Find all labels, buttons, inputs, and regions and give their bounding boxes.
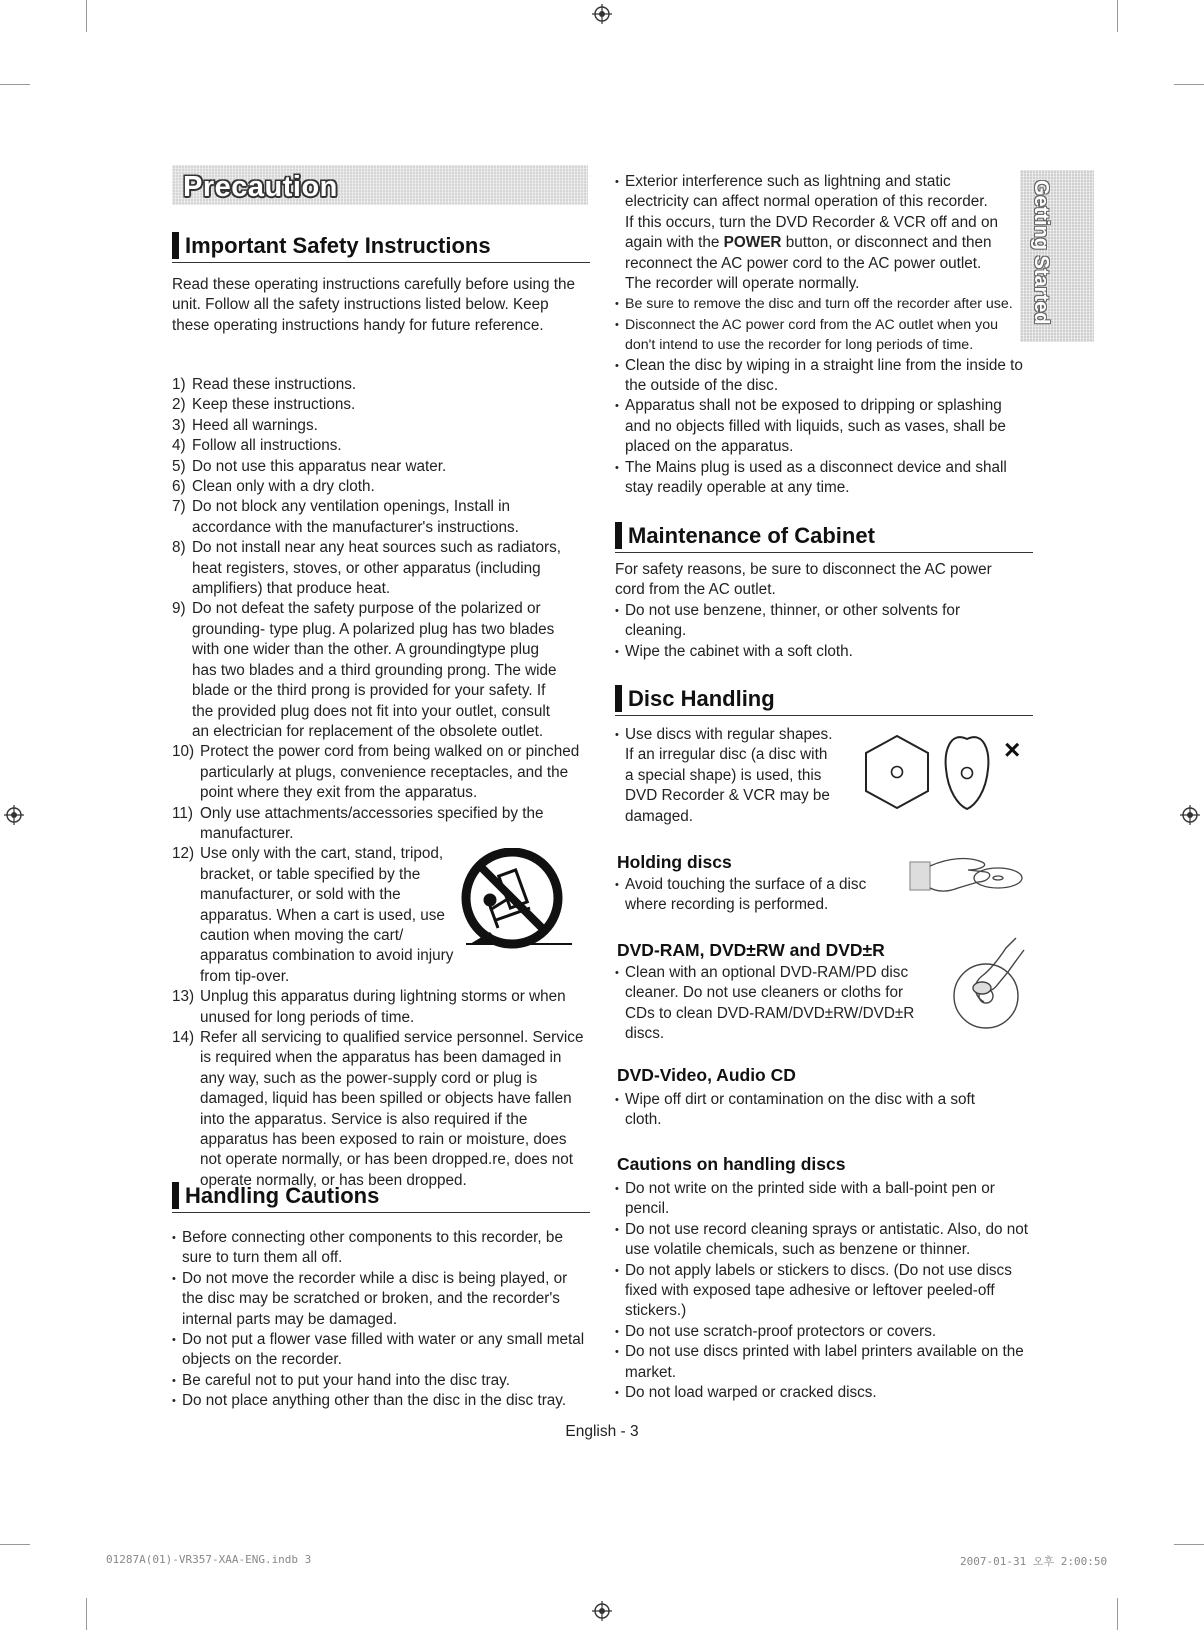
subheading-dvd-video: DVD-Video, Audio CD: [617, 1065, 796, 1085]
crop-mark: [1117, 0, 1118, 32]
crop-mark: [1174, 1544, 1204, 1545]
list-item: • Do not use benzene, thinner, or other solvents for cleaning.: [615, 601, 1015, 642]
section-heading-disc-handling: [615, 685, 1033, 716]
general-precautions-list: [615, 172, 1025, 499]
list-item: • Do not use scratch-proof protectors or covers.: [615, 1322, 1035, 1342]
list-item: 3) Heed all warnings.: [172, 416, 318, 434]
registration-mark-icon: [592, 1601, 612, 1621]
irregular-disc-heart-icon: [942, 733, 992, 813]
print-slug-file: 01287A(01)-VR357-XAA-ENG.indb 3: [106, 1553, 312, 1566]
list-item: 5) Do not use this apparatus near water.: [172, 457, 447, 475]
list-item: 8) Do not install near any heat sources such as radiators, heat registers, stoves, or other apparatus (including amplifiers) that produce heat.: [172, 539, 562, 598]
heading-marker: [615, 685, 622, 712]
irregular-disc-hexagon-icon: [862, 733, 932, 811]
list-item: • Wipe off dirt or contamination on the disc with a soft cloth.: [615, 1090, 1015, 1131]
holding-discs-content: [615, 875, 885, 916]
list-item: • Do not apply labels or stickers to discs. (Do not use discs fixed with exposed tape adhesive or leftover peeled-off stickers.): [615, 1261, 1035, 1322]
disc-handling-content: [615, 725, 835, 827]
list-item: • Do not load warped or cracked discs.: [615, 1383, 1035, 1403]
page-title: Precaution: [183, 171, 338, 203]
list-item: • Do not write on the printed side with a ball-point pen or pencil.: [615, 1179, 1035, 1220]
list-item: 6) Clean only with a dry cloth.: [172, 478, 375, 496]
list-item: • Do not put a flower vase filled with water or any small metal objects on the recorder.: [172, 1330, 592, 1371]
registration-mark-icon: [592, 4, 612, 24]
list-item: • Do not move the recorder while a disc is being played, or the disc may be scratched or broken, and the recorder's internal parts may be damaged.: [172, 1269, 592, 1330]
section-heading-maintenance: [615, 522, 1033, 553]
list-item: 12) Use only with the cart, stand, tripod, bracket, or table specified by the manufacturer, or sold with the apparatus. When a cart is used, use caution when moving the cart/ apparatus combination to avoid injury from tip-over.: [172, 845, 454, 985]
heading-marker: [172, 1182, 179, 1209]
list-item: 11) Only use attachments/accessories specified by the manufacturer.: [172, 804, 544, 842]
not-allowed-x-mark: ×: [1004, 734, 1021, 765]
heading-text: Maintenance of Cabinet: [628, 523, 875, 548]
cart-tip-over-warning-icon: [460, 848, 574, 958]
dvd-ram-content: [615, 963, 930, 1045]
list-item: 1) Read these instructions.: [172, 376, 357, 393]
safety-intro: Read these operating instructions carefully before using the unit. Follow all the safety instructions listed below. Keep these operating instructions handy for future reference.: [172, 276, 576, 334]
crop-mark: [1117, 1598, 1118, 1630]
safety-instructions-list: [172, 375, 592, 1191]
crop-mark: [0, 1544, 30, 1545]
maintenance-intro: For safety reasons, be sure to disconnect the AC power cord from the AC outlet.: [615, 561, 992, 599]
handling-cautions-list: [172, 1228, 592, 1412]
heading-text: Disc Handling: [628, 686, 775, 711]
heading-marker: [615, 522, 622, 549]
cautions-handling-discs-list: [615, 1179, 1035, 1403]
print-slug-date: 2007-01-31 오후 2:00:50: [960, 1555, 1108, 1568]
page-number: English - 3: [565, 1423, 639, 1440]
list-item: • Do not use record cleaning sprays or antistatic. Also, do not use volatile chemicals, such as benzene or thinner.: [615, 1220, 1035, 1261]
section-heading-important-safety: [172, 232, 590, 263]
list-item: • Be careful not to put your hand into the disc tray.: [172, 1371, 592, 1391]
maintenance-content: [615, 560, 1015, 662]
list-item: • Apparatus shall not be exposed to dripping or splashing and no objects filled with liquids, such as vases, shall be placed on the apparatus.: [615, 396, 1025, 457]
list-item: 2) Keep these instructions.: [172, 396, 356, 414]
list-item: • Be sure to remove the disc and turn off the recorder after use.: [615, 294, 1025, 314]
list-item: 9) Do not defeat the safety purpose of the polarized or grounding- type plug. A polarized plug has two blades with one wider than the other. A groundingtype plug has two blades and a third grounding prong. The wide blade or the third prong is provided for your safety. If the provided plug does not fit into your outlet, consult an electrician for replacement of the obsolete outlet.: [172, 600, 557, 740]
list-item: • Disconnect the AC power cord from the AC outlet when you don't intend to use the recorder for long periods of time.: [615, 315, 1025, 356]
list-item: • Use discs with regular shapes. If an irregular disc (a disc with a special shape) is used, this DVD Recorder & VCR may be damaged.: [615, 725, 835, 827]
subheading-cautions-handling-discs: Cautions on handling discs: [617, 1154, 846, 1174]
list-item: 4) Follow all instructions.: [172, 437, 342, 455]
list-item: 13) Unplug this apparatus during lightning storms or when unused for long periods of time.: [172, 988, 566, 1026]
list-item: • Exterior interference such as lightning and static electricity can affect normal operation of this recorder. If this occurs, turn the DVD Recorder & VCR off and on again with the POWER button, or disconnect and then reconnect the AC power cord to the AC power outlet. The recorder will operate normally.: [615, 172, 1025, 294]
list-item: 10) Protect the power cord from being walked on or pinched particularly at plugs, convenience receptacles, and the point where they exit from the apparatus.: [172, 743, 580, 802]
section-heading-handling-cautions: [172, 1182, 590, 1213]
heading-text: Important Safety Instructions: [185, 233, 491, 258]
registration-mark-icon: [1180, 805, 1200, 825]
list-item: 7) Do not block any ventilation openings, Install in accordance with the manufacturer's instructions.: [172, 498, 519, 536]
list-item: • The Mains plug is used as a disconnect device and shall stay readily operable at any time.: [615, 458, 1025, 499]
dvd-video-content: [615, 1090, 1015, 1131]
list-item: • Clean the disc by wiping in a straight line from the inside to the outside of the disc.: [615, 356, 1025, 397]
chapter-tab-label: Getting Started: [1030, 180, 1052, 325]
crop-mark: [1174, 84, 1204, 85]
list-item: • Before connecting other components to this recorder, be sure to turn them all off.: [172, 1228, 592, 1269]
crop-mark: [0, 84, 30, 85]
list-item: • Clean with an optional DVD-RAM/PD disc cleaner. Do not use cleaners or cloths for CDs to clean DVD-RAM/DVD±RW/DVD±R discs.: [615, 963, 930, 1045]
registration-mark-icon: [4, 805, 24, 825]
list-item: • Do not place anything other than the disc in the disc tray.: [172, 1391, 592, 1411]
list-item: • Avoid touching the surface of a disc where recording is performed.: [615, 875, 885, 916]
list-item: • Do not use discs printed with label printers available on the market.: [615, 1342, 1035, 1383]
list-item: 14) Refer all servicing to qualified service personnel. Service is required when the apparatus has been damaged in any way, such as the power-supply cord or plug is damaged, liquid has been spilled or objects have fallen into the apparatus. Service is also required if the apparatus has been exposed to rain or moisture, does not operate normally, or has been dropped.re, does not operate normally, or has been dropped.: [172, 1029, 584, 1189]
heading-marker: [172, 232, 179, 259]
crop-mark: [86, 1598, 87, 1630]
subheading-holding-discs: Holding discs: [617, 852, 732, 872]
heading-text: Handling Cautions: [185, 1183, 380, 1208]
subheading-dvd-ram: DVD-RAM, DVD±RW and DVD±R: [617, 940, 885, 960]
disc-cleaning-icon: [950, 936, 1030, 1032]
hand-holding-disc-icon: [908, 852, 1024, 902]
crop-mark: [86, 0, 87, 32]
list-item: • Wipe the cabinet with a soft cloth.: [615, 642, 1015, 662]
